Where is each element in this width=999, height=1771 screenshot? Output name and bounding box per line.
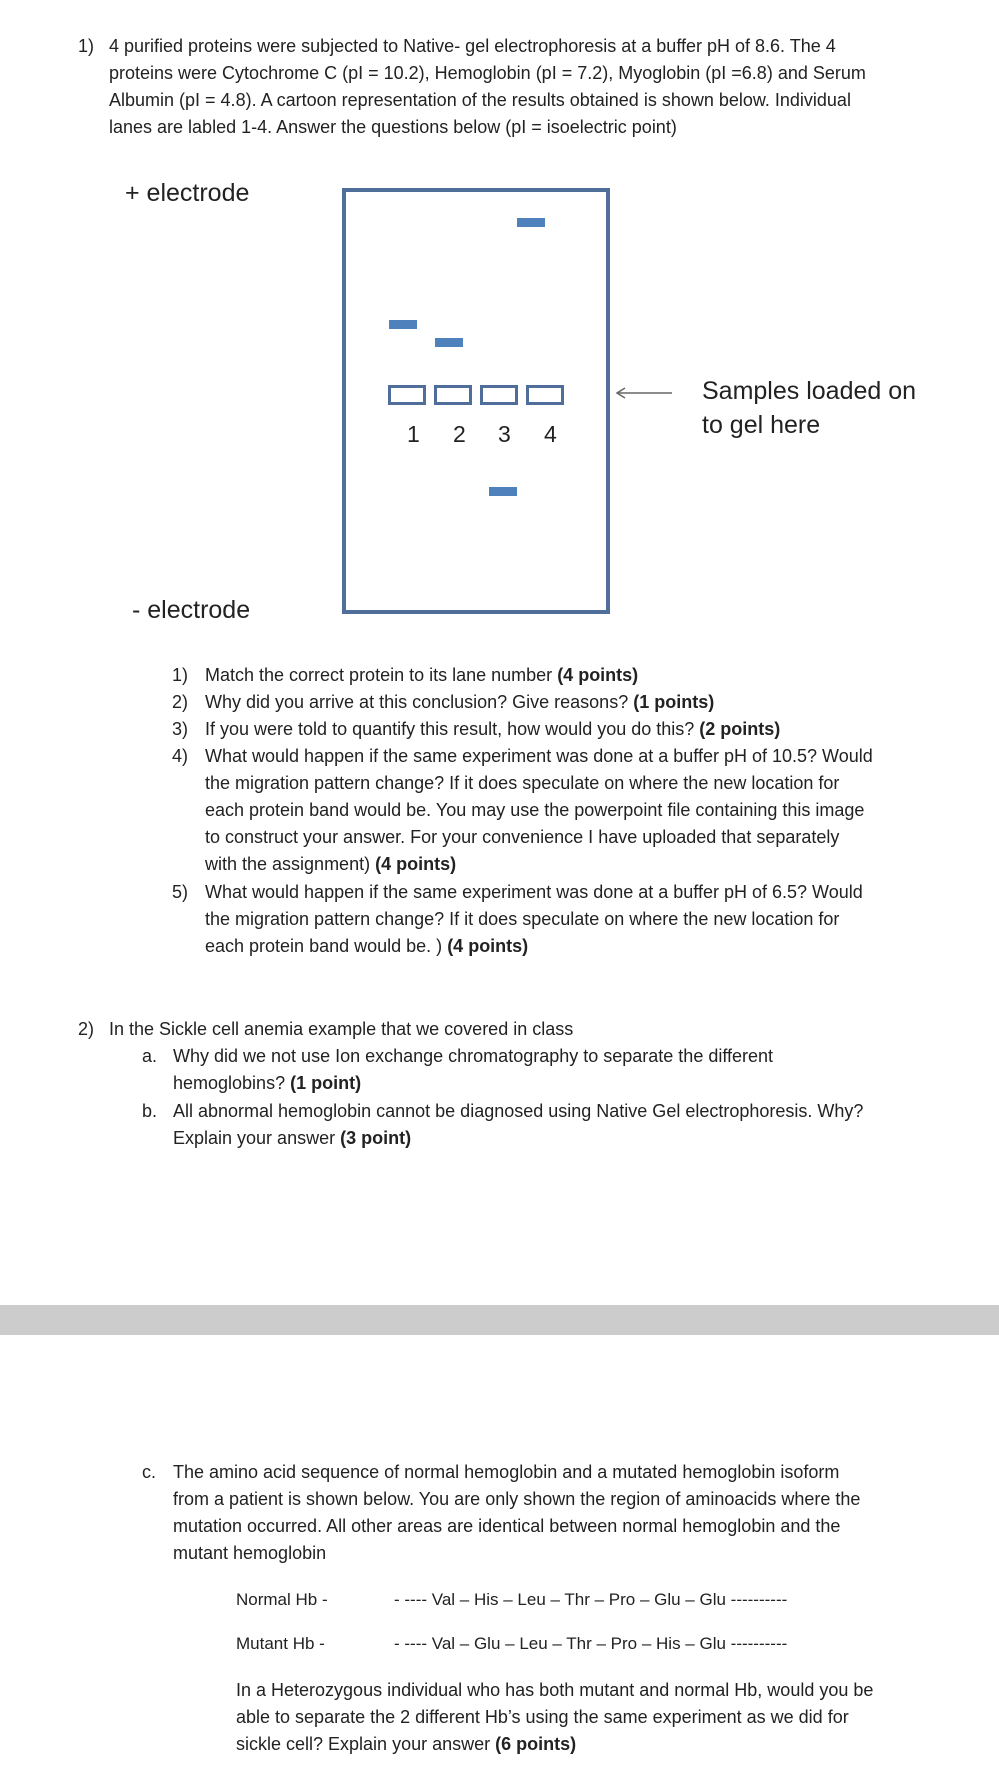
subquestion-number: 1) (172, 665, 189, 685)
subquestion-text: Why did you arrive at this conclusion? Give reasons? (205, 692, 629, 712)
q2c-line: The amino acid sequence of normal hemoglobin and a mutated hemoglobin isoform (173, 1462, 840, 1482)
band-lane-2 (435, 338, 463, 347)
q2-number: 2) (78, 1019, 95, 1039)
subquestion-1 (172, 662, 972, 689)
subquestion-text: Match the correct protein to its lane number (205, 665, 553, 685)
q1-text (109, 33, 989, 141)
subquestion-3 (172, 716, 972, 743)
q2a-line: Why did we not use Ion exchange chromatography to separate the different (173, 1046, 774, 1066)
band-lane-1 (389, 320, 417, 329)
q1-line: lanes are labled 1-4. Answer the questions below (pI = isoelectric point) (109, 117, 677, 137)
subquestion-number: 2) (172, 692, 189, 712)
subquestion-text: What would happen if the same experiment was done at a buffer pH of 6.5? Would (205, 882, 863, 902)
subquestion-text: What would happen if the same experiment was done at a buffer pH of 10.5? Would (205, 746, 873, 766)
gel-box (342, 188, 610, 614)
lane-label-2: 2 (453, 421, 466, 447)
q2a-points: (1 point) (290, 1073, 362, 1093)
band-lane-3 (489, 487, 517, 496)
q2c-final-line: sickle cell? Explain your answer (236, 1734, 491, 1754)
subquestion-4 (172, 743, 972, 878)
q2-intro: In the Sickle cell anemia example that we covered in class (109, 1019, 574, 1039)
subquestion-points: (4 points) (447, 936, 529, 956)
subquestion-text: each protein band would be. You may use the powerpoint file containing this image (205, 800, 865, 820)
subquestion-5 (172, 879, 972, 960)
q2a-text (173, 1043, 973, 1097)
q2b-label: b. (142, 1101, 158, 1121)
subquestion-number: 3) (172, 719, 189, 739)
subquestion-text: each protein band would be. ) (205, 936, 443, 956)
q2c-final-line: able to separate the 2 different Hb’s using the same experiment as we did for (236, 1707, 849, 1727)
minus-electrode-label: - electrode (132, 596, 251, 624)
arrow-left-icon (614, 383, 674, 403)
samples-label-line: to gel here (702, 411, 821, 439)
q2b-points: (3 point) (340, 1128, 412, 1148)
samples-label-line: Samples loaded on (702, 377, 917, 405)
subquestion-text: to construct your answer. For your convenience I have uploaded that separately (205, 827, 840, 847)
q2c-final-points: (6 points) (495, 1734, 577, 1754)
q2a-label: a. (142, 1046, 158, 1066)
q2c-final-question (236, 1677, 986, 1758)
q2b-line: Explain your answer (173, 1128, 336, 1148)
subquestion-text: with the assignment) (205, 854, 371, 874)
lane-label-3: 3 (498, 421, 511, 447)
well-1 (388, 385, 426, 405)
q1-number: 1) (78, 36, 95, 56)
subquestion-points: (1 points) (633, 692, 715, 712)
well-2 (434, 385, 472, 405)
q2c-line: mutant hemoglobin (173, 1543, 327, 1563)
band-lane-4 (517, 218, 545, 227)
subquestion-2 (172, 689, 972, 716)
normal-hb-label: Normal Hb - (236, 1590, 328, 1609)
q1-line: proteins were Cytochrome C (pI = 10.2), Hemoglobin (pI = 7.2), Myoglobin (pI =6.8) and Serum (109, 63, 866, 83)
q2c-line: from a patient is shown below. You are only shown the region of aminoacids where the (173, 1489, 861, 1509)
q2a-line: hemoglobins? (173, 1073, 286, 1093)
well-3 (480, 385, 518, 405)
q2c-line: mutation occurred. All other areas are identical between normal hemoglobin and the (173, 1516, 841, 1536)
q1-line: Albumin (pI = 4.8). A cartoon representation of the results obtained is shown below. Individual (109, 90, 851, 110)
q2c-label: c. (142, 1462, 157, 1482)
q2c-final-line: In a Heterozygous individual who has both mutant and normal Hb, would you be (236, 1680, 874, 1700)
subquestion-text: If you were told to quantify this result, how would you do this? (205, 719, 695, 739)
q2c-text (173, 1459, 983, 1567)
subquestion-text: the migration pattern change? If it does speculate on where the new location for (205, 773, 840, 793)
subquestion-number: 5) (172, 882, 189, 902)
subquestion-text: the migration pattern change? If it does speculate on where the new location for (205, 909, 840, 929)
subquestion-points: (4 points) (375, 854, 457, 874)
page-divider (0, 1305, 999, 1335)
lane-label-4: 4 (544, 421, 557, 447)
normal-hb-sequence: - ---- Val – His – Leu – Thr – Pro – Glu – Glu ---------- (394, 1590, 788, 1609)
subquestion-number: 4) (172, 746, 189, 766)
q2b-text (173, 1098, 983, 1152)
q1-line: 4 purified proteins were subjected to Native- gel electrophoresis at a buffer pH of 8.6. The 4 (109, 36, 836, 56)
mutant-hb-label: Mutant Hb - (236, 1634, 325, 1653)
lane-label-1: 1 (407, 421, 420, 447)
q2b-line: All abnormal hemoglobin cannot be diagnosed using Native Gel electrophoresis. Why? (173, 1101, 864, 1121)
subquestion-points: (2 points) (699, 719, 781, 739)
well-4 (526, 385, 564, 405)
samples-loaded-label (702, 374, 916, 442)
plus-electrode-label: + electrode (125, 179, 250, 207)
subquestion-points: (4 points) (557, 665, 639, 685)
mutant-hb-sequence: - ---- Val – Glu – Leu – Thr – Pro – His – Glu ---------- (394, 1634, 788, 1653)
